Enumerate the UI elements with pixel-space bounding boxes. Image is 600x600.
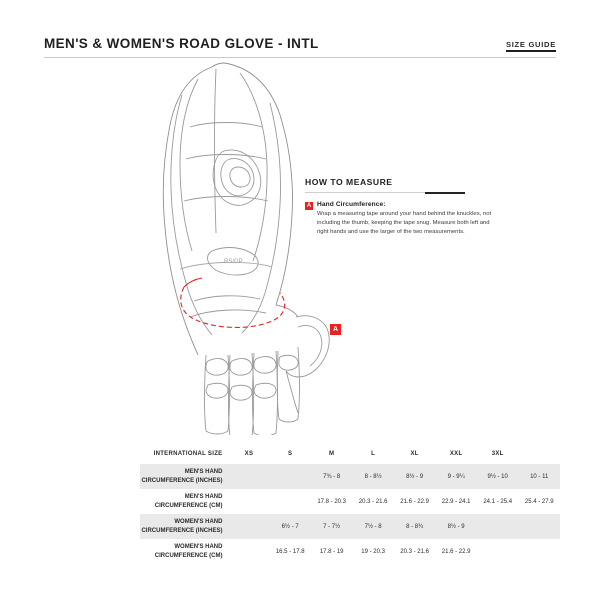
cell: 9½ - 10 [477, 464, 519, 489]
cell [518, 514, 560, 539]
table-header-label: INTERNATIONAL SIZE [140, 444, 228, 464]
how-to-measure-divider [305, 192, 465, 193]
col-header-m: M [311, 444, 352, 464]
cell: 21.6 - 22.9 [435, 539, 477, 564]
cell [518, 539, 560, 564]
cell [269, 489, 310, 514]
table-row [140, 539, 560, 564]
row-label-mens-inches [140, 464, 228, 489]
glove-illustration [120, 55, 350, 435]
page-title: MEN'S & WOMEN'S ROAD GLOVE - INTL [44, 36, 319, 51]
row-label-line1: WOMEN'S HAND [174, 519, 223, 526]
row-label-line1: MEN'S HAND [184, 469, 223, 476]
cell: 25.4 - 27.9 [518, 489, 560, 514]
table-header-row [140, 444, 560, 464]
measurement-label: Hand Circumference: [317, 201, 386, 208]
cell: 16.5 - 17.8 [269, 539, 310, 564]
size-table [140, 444, 560, 564]
col-header-l: L [352, 444, 393, 464]
row-label-mens-cm [140, 489, 228, 514]
how-to-measure-item [305, 201, 495, 237]
cell: 8½ - 9 [435, 514, 477, 539]
cell: 17.8 - 20.3 [311, 489, 352, 514]
cell: 9 - 9¼ [435, 464, 477, 489]
page-header [44, 28, 556, 58]
how-to-measure-heading: HOW TO MEASURE [305, 177, 393, 187]
cell [228, 464, 269, 489]
cell: 7½ - 8 [352, 514, 393, 539]
table-row [140, 489, 560, 514]
measurement-instructions: Wrap a measuring tape around your hand behind the knuckles, not including the thumb, keeping the tape snug. Measure both left and right hands and use the larger of the two measurements. [317, 211, 492, 236]
row-label-line2: CIRCUMFERENCE (INCHES) [141, 527, 223, 534]
row-label-womens-cm [140, 539, 228, 564]
cell: 22.9 - 24.1 [435, 489, 477, 514]
brand-tab-text: RS/GP [224, 259, 243, 265]
cell: 20.3 - 21.6 [352, 489, 393, 514]
cell: 6½ - 7 [269, 514, 310, 539]
cell: 24.1 - 25.4 [477, 489, 519, 514]
row-label-line1: MEN'S HAND [184, 494, 223, 501]
cell: 8½ - 9 [394, 464, 435, 489]
col-header-xl: XL [394, 444, 435, 464]
cell: 19 - 20.3 [352, 539, 393, 564]
measurement-line-a [181, 278, 285, 327]
row-label-line2: CIRCUMFERENCE (CM) [154, 502, 223, 509]
cell: 20.3 - 21.6 [394, 539, 435, 564]
measurement-badge-a: A [306, 203, 312, 209]
cell: 17.8 - 19 [311, 539, 352, 564]
col-header-s: S [269, 444, 310, 464]
cell [477, 514, 519, 539]
glove-diagram [120, 55, 350, 435]
cell [269, 464, 310, 489]
cell: 8 - 8¾ [394, 514, 435, 539]
how-to-measure-section [305, 172, 495, 237]
size-guide-label: SIZE GUIDE [506, 40, 556, 52]
cell [477, 539, 519, 564]
table-row [140, 514, 560, 539]
table-row [140, 464, 560, 489]
measurement-marker-a: A [330, 324, 341, 335]
cell: 10 - 11 [518, 464, 560, 489]
cell: 21.6 - 22.9 [394, 489, 435, 514]
cell [228, 539, 269, 564]
cell: 7¾ - 8 [311, 464, 352, 489]
cell [228, 489, 269, 514]
cell [228, 514, 269, 539]
col-header-xxl: XXL [435, 444, 477, 464]
row-label-line2: CIRCUMFERENCE (CM) [154, 552, 223, 559]
col-header-3xl: 3XL [477, 444, 519, 464]
row-label-womens-inches [140, 514, 228, 539]
row-label-line2: CIRCUMFERENCE (INCHES) [141, 477, 223, 484]
row-label-line1: WOMEN'S HAND [174, 544, 223, 551]
cell: 7 - 7½ [311, 514, 352, 539]
col-header-xs: XS [228, 444, 269, 464]
cell: 8 - 8½ [352, 464, 393, 489]
